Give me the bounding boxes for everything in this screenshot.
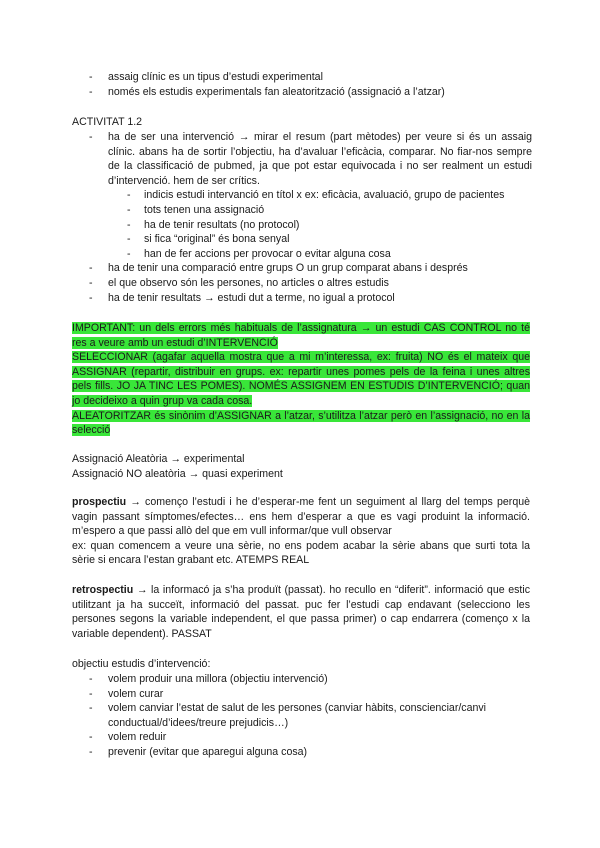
important-highlight-block xyxy=(72,321,530,438)
list-item: - ha de ser una intervenció → mirar el resum (part mètodes) per veure si és un assaig clínic. abans ha de sortir l’objectiu, ha d’avaluar l’eficàcia, comparar. No fiar-nos sempre de la classificació de pubmed, ja que pot estar equivocada i no ser realment un estudi d’intervenció. hem de ser crítics. xyxy=(72,130,532,188)
activitat-list xyxy=(72,130,532,305)
assignacio-no-aleatoria: Assignació NO aleatòria → quasi experiment xyxy=(72,467,283,480)
sub-list-item-text: - tots tenen una assignació xyxy=(144,203,265,216)
sub-list-item xyxy=(72,232,532,247)
sub-list-item-text: - ha de tenir resultats (no protocol) xyxy=(144,218,300,231)
sub-list-item xyxy=(72,203,532,218)
list-item: - ha de tenir una comparació entre grups O un grup comparat abans i després xyxy=(72,261,532,276)
top-bullet-list xyxy=(72,70,532,99)
important-paragraph: IMPORTANT: un dels errors més habituals de l’assignatura → un estudi CAS CONTROL no té res a veure amb un estudi d’INTERVENCIÓ xyxy=(72,322,530,349)
sub-list-item xyxy=(72,188,532,203)
seleccionar-paragraph: SELECCIONAR (agafar aquella mostra que a mi m’interessa, ex: fruita) NO és el mateix que ASSIGNAR (repartir, distribuir en grups. ex: repartir unes pomes pels de la feina i unes altres pels fills. JO JA TINC LES POMES). NOMÉS ASSIGNEM EN ESTUDIS D’INTERVENCIÓ; quan jo decideixo a quin grup va cada cosa. xyxy=(72,351,530,407)
retrospectiu-text: → la informacó ja s’ha produït (passat). ho recullo en “diferit”. informació que estic utilitzant ja ha succeït, informació del passat. puc fer l’estudi cap endavant (selecciono les persones segons la variable independent, el que passa primer) o cap endarrera (començo x la variable dependent). PASSAT xyxy=(72,584,530,640)
list-item: - volem canviar l’estat de salut de les persones (canviar hàbits, conscienciar/canvi conductual/d’idees/treure prejudicis…) xyxy=(72,701,532,730)
list-item: - volem produir una millora (objectiu intervenció) xyxy=(72,672,532,687)
list-item: - només els estudis experimentals fan aleatorització (assignació a l’atzar) xyxy=(72,85,532,100)
sub-list-item-text: - indicis estudi intervanció en títol x ex: eficàcia, avaluació, grupo de pacientes xyxy=(144,189,505,202)
aleatoritzar-paragraph: ALEATORITZAR és sinònim d’ASSIGNAR a l’atzar, s’utilitza l’atzar però en l’assignació, no en la selecció xyxy=(72,409,530,437)
objectiu-list xyxy=(72,672,532,760)
sub-list-item xyxy=(72,218,532,233)
sub-list-item xyxy=(72,247,532,262)
prospectiu-example: ex: quan comencem a veure una sèrie, no ens podem acabar la sèrie abans que surti tota la sèrie si encara l’estan grabant etc. ATEMPS REAL xyxy=(72,539,530,567)
sub-list-item-text: - han de fer accions per provocar o evitar alguna cosa xyxy=(144,247,391,260)
activitat-heading: ACTIVITAT 1.2 xyxy=(72,116,143,128)
list-item: - prevenir (evitar que aparegui alguna cosa) xyxy=(72,745,532,760)
objectiu-heading: objectiu estudis d’intervenció: xyxy=(72,658,211,670)
list-item: - ha de tenir resultats → estudi dut a terme, no igual a protocol xyxy=(72,291,532,306)
list-item: - assaig clínic es un tipus d’estudi experimental xyxy=(72,70,532,85)
prospectiu-block xyxy=(72,495,530,568)
list-item: - volem curar xyxy=(72,687,532,702)
list-item: - volem reduir xyxy=(72,730,532,745)
assignacio-block xyxy=(72,452,530,481)
assignacio-aleatoria: Assignació Aleatòria → experimental xyxy=(72,453,245,465)
sub-list-item-text: - si fica “original” és bona senyal xyxy=(144,233,290,246)
retrospectiu-block xyxy=(72,583,530,641)
list-item: - el que observo són les persones, no articles o altres estudis xyxy=(72,276,532,291)
retrospectiu-term: retrospectiu xyxy=(72,584,134,596)
prospectiu-term: prospectiu xyxy=(72,496,127,508)
prospectiu-text: → començo l’estudi i he d’esperar-me fent un seguiment al llarg del temps perquè vagin passant símptomes/efectes… ens hem d’esperar a que es vagi produint la informació. m’espero a que passi allò del que em vull informar/que vull observar xyxy=(72,496,530,538)
